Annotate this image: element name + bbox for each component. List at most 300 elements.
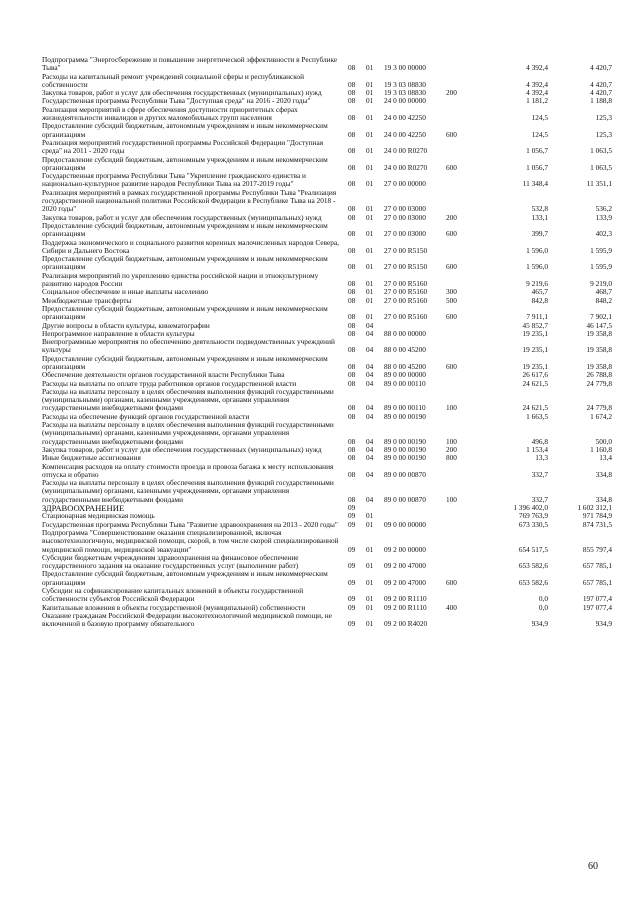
row-expense-type: [446, 139, 474, 156]
row-section: 08: [348, 320, 356, 330]
row-target-article: 89 0 00 00870: [384, 469, 426, 479]
row-section: 08: [348, 378, 356, 388]
row-section: 08: [348, 411, 356, 421]
row-name: Иные бюджетные ассигнования: [42, 453, 141, 463]
row-section: 08: [348, 146, 356, 156]
row-name: Капитальные вложения в объекты государственной (муниципальной) собственности: [42, 602, 306, 612]
row-section: 08: [348, 287, 356, 297]
table-row: [42, 255, 612, 272]
row-amount-year-1: 465,7: [531, 287, 548, 297]
row-amount-year-1: 653 582,6: [518, 577, 548, 587]
row-amount-year-2: 9 219,0: [590, 279, 612, 289]
row-amount-year-1: 7 911,1: [526, 312, 548, 322]
row-subsection: 01: [366, 96, 374, 106]
row-amount-year-1: 332,7: [531, 494, 548, 504]
row-target-article: 24 0 00 42250: [384, 113, 426, 123]
row-subsection: 01: [366, 287, 374, 297]
row-section: 08: [348, 113, 356, 123]
row-expense-type: [446, 587, 474, 604]
row-subsection: 04: [366, 444, 374, 454]
row-name: Реализация мероприятий в рамках государственной программы Республики Тыва "Реализация государственной национальной политики Российской Федерации в Республике Тыва на 2018 - 2020 годы": [42, 187, 337, 214]
row-amount-year-1: 133,1: [531, 212, 548, 222]
row-expense-type: 100: [446, 436, 457, 446]
row-section: 08: [348, 63, 356, 73]
row-section: 08: [348, 370, 356, 380]
row-subsection: 01: [366, 146, 374, 156]
row-target-article: 27 0 00 R5160: [384, 287, 428, 297]
row-section: 08: [348, 262, 356, 272]
row-subsection: 04: [366, 403, 374, 413]
row-section: 08: [348, 453, 356, 463]
row-section: 08: [348, 179, 356, 189]
row-subsection: 04: [366, 345, 374, 355]
row-amount-year-1: 1 596,0: [526, 245, 548, 255]
row-section: 09: [348, 577, 356, 587]
table-row: [42, 73, 612, 90]
row-amount-year-1: 934,9: [531, 619, 548, 629]
row-subsection: 01: [366, 544, 374, 554]
row-amount-year-2: 133,9: [595, 212, 612, 222]
row-name: Предоставление субсидий бюджетным, автономным учреждениям и иным некоммерческим организациям: [42, 254, 328, 272]
row-subsection: 04: [366, 494, 374, 504]
row-section: 09: [348, 602, 356, 612]
page-number: 60: [588, 861, 598, 872]
row-section: 08: [348, 129, 356, 139]
row-amount-year-1: 1 056,7: [526, 162, 548, 172]
row-name: Государственная программа Республики Тыва "Развитие здравоохранения на 2013 - 2020 годы": [42, 519, 338, 529]
row-subsection: 01: [366, 619, 374, 629]
row-subsection: 01: [366, 262, 374, 272]
row-expense-type: [446, 413, 474, 421]
row-target-article: 24 0 00 R0270: [384, 146, 428, 156]
table-row: [42, 122, 612, 139]
row-target-article: 09 0 00 00000: [384, 519, 426, 529]
row-amount-year-2: 855 797,4: [582, 544, 612, 554]
row-name: Социальное обеспечение и иные выплаты населению: [42, 287, 209, 297]
row-subsection: 01: [366, 519, 374, 529]
row-subsection: 01: [366, 162, 374, 172]
row-name: Непрограммное направление в области культуры: [42, 328, 195, 338]
row-amount-year-2: 4 420,7: [590, 88, 612, 98]
row-section: 08: [348, 312, 356, 322]
row-amount-year-1: 1 663,5: [526, 411, 548, 421]
row-section: 08: [348, 345, 356, 355]
row-amount-year-1: 4 392,4: [526, 63, 548, 73]
row-subsection: 04: [366, 328, 374, 338]
row-amount-year-2: 1 063,5: [590, 146, 612, 156]
row-expense-type: 600: [446, 129, 457, 139]
row-name: Предоставление субсидий бюджетным, автономным учреждениям и иным некоммерческим организациям: [42, 353, 328, 371]
row-expense-type: [446, 330, 474, 338]
row-section: 08: [348, 162, 356, 172]
row-amount-year-2: 874 731,5: [582, 519, 612, 529]
row-subsection: 01: [366, 602, 374, 612]
table-row: [42, 239, 612, 256]
row-target-article: 19 3 03 08830: [384, 88, 426, 98]
row-section: 08: [348, 328, 356, 338]
row-target-article: [384, 504, 446, 512]
row-amount-year-1: 9 219,6: [526, 279, 548, 289]
row-expense-type: [446, 172, 474, 189]
row-expense-type: [446, 106, 474, 123]
row-expense-type: [446, 529, 474, 554]
table-row: [42, 56, 612, 73]
row-name: Межбюджетные трансферты: [42, 295, 132, 305]
row-expense-type: 400: [446, 602, 457, 612]
row-section: 08: [348, 469, 356, 479]
row-subsection: 01: [366, 129, 374, 139]
row-section: 08: [348, 96, 356, 106]
row-amount-year-2: 934,9: [595, 619, 612, 629]
row-amount-year-1: 26 617,6: [522, 370, 548, 380]
row-name: Реализация мероприятий государственной программы Российской Федерации "Доступная среда" на 2011 - 2020 годы: [42, 137, 324, 156]
row-amount-year-2: 125,3: [595, 129, 612, 139]
row-target-article: 27 0 00 R5150: [384, 262, 428, 272]
row-name: Предоставление субсидий бюджетным, автономным учреждениям и иным некоммерческим организациям: [42, 569, 328, 587]
table-row: [42, 338, 612, 355]
row-target-article: 89 0 00 00190: [384, 411, 426, 421]
table-row: [42, 479, 612, 504]
table-row: [42, 156, 612, 173]
row-amount-year-2: 468,7: [595, 287, 612, 297]
row-name: Расходы на обеспечение функций органов государственной власти: [42, 411, 250, 421]
row-amount-year-1: 1 396 402,0: [513, 503, 548, 513]
row-name: Внепрограммные мероприятия по обеспечению деятельности подведомственных учреждений культуры: [42, 337, 335, 355]
table-row: [42, 570, 612, 587]
row-target-article: 89 0 00 00190: [384, 453, 426, 463]
row-expense-type: [446, 272, 474, 289]
row-name: Компенсация расходов на оплату стоимости проезда и провоза багажа к месту использования отпуска и обратно: [42, 461, 334, 479]
row-target-article: 89 0 00 00000: [384, 370, 426, 380]
row-amount-year-1: 332,7: [531, 469, 548, 479]
row-amount-year-2: 1 063,5: [590, 162, 612, 172]
row-section: 09: [348, 503, 356, 513]
row-expense-type: [446, 504, 474, 512]
row-expense-type: 200: [446, 88, 457, 98]
row-expense-type: 600: [446, 312, 457, 322]
row-section: 08: [348, 229, 356, 239]
row-name: Закупка товаров, работ и услуг для обеспечения государственных (муниципальных) нужд: [42, 212, 322, 222]
row-amount-year-2: 24 779,8: [586, 378, 612, 388]
table-row: [42, 388, 612, 413]
row-amount-year-1: 1 153,4: [526, 444, 548, 454]
row-amount-year-2: 4 420,7: [590, 63, 612, 73]
row-section: 09: [348, 561, 356, 571]
row-amount-year-1: 19 235,1: [522, 345, 548, 355]
row-section: 08: [348, 204, 356, 214]
row-section: 08: [348, 212, 356, 222]
row-amount-year-1: 1 056,7: [526, 146, 548, 156]
row-target-article: 88 0 00 45200: [384, 361, 426, 371]
row-expense-type: 600: [446, 361, 457, 371]
table-row: [42, 587, 612, 604]
row-subsection: 04: [366, 361, 374, 371]
table-row: [42, 139, 612, 156]
table-row: [42, 106, 612, 123]
row-subsection: 01: [366, 594, 374, 604]
row-amount-year-1: 399,7: [531, 229, 548, 239]
row-name: Стационарная медицинская помощь: [42, 511, 155, 521]
row-expense-type: [446, 338, 474, 355]
table-row: [42, 189, 612, 214]
row-name: Другие вопросы в области культуры, кинематографии: [42, 320, 210, 330]
row-name: Расходы на выплаты по оплате труда работников органов государственной власти: [42, 378, 297, 388]
row-amount-year-2: 657 785,1: [582, 577, 612, 587]
row-target-article: 89 0 00 00190: [384, 444, 426, 454]
row-amount-year-2: 19 358,8: [586, 361, 612, 371]
row-expense-type: [446, 463, 474, 480]
row-target-article: 89 0 00 00110: [384, 403, 426, 413]
row-expense-type: [446, 512, 474, 520]
row-target-article: 27 0 00 03000: [384, 229, 426, 239]
row-amount-year-1: 13,3: [535, 453, 548, 463]
row-target-article: 24 0 00 00000: [384, 96, 426, 106]
row-name: Предоставление субсидий бюджетным, автономным учреждениям и иным некоммерческим организациям: [42, 220, 328, 239]
table-row: [42, 554, 612, 571]
row-amount-year-1: 0,0: [538, 602, 548, 612]
row-amount-year-2: 19 358,8: [586, 328, 612, 338]
row-amount-year-1: 673 330,5: [518, 519, 548, 529]
row-target-article: 89 0 00 00870: [384, 494, 426, 504]
row-amount-year-2: 125,3: [595, 113, 612, 123]
row-amount-year-2: 46 147,5: [586, 320, 612, 330]
row-amount-year-1: 653 582,6: [518, 561, 548, 571]
row-section: 08: [348, 279, 356, 289]
row-expense-type: 600: [446, 262, 457, 272]
row-subsection: 01: [366, 179, 374, 189]
row-expense-type: [446, 554, 474, 571]
row-expense-type: 100: [446, 494, 457, 504]
row-name: Предоставление субсидий бюджетным, автономным учреждениям и иным некоммерческим организациям: [42, 121, 328, 139]
row-amount-year-2: 334,8: [595, 494, 612, 504]
row-name: ЗДРАВООХРАНЕНИЕ: [42, 503, 125, 514]
row-expense-type: 200: [446, 444, 457, 454]
row-expense-type: 600: [446, 577, 457, 587]
row-name: Закупка товаров, работ и услуг для обеспечения государственных (муниципальных) нужд: [42, 88, 322, 98]
row-amount-year-1: 124,5: [531, 113, 548, 123]
row-amount-year-2: 334,8: [595, 469, 612, 479]
row-name: Субсидии на софинансирование капитальных вложений в объекты государственной собственности субъектов Российской Федерации: [42, 586, 304, 604]
row-amount-year-1: 1 181,2: [526, 96, 548, 106]
row-target-article: 27 0 00 R5160: [384, 279, 428, 289]
row-amount-year-2: 19 358,8: [586, 345, 612, 355]
row-target-article: 27 0 00 R5150: [384, 245, 428, 255]
row-name: Подпрограмма "Энергосбережение и повышение энергетической эффективности в Республике Тыва": [42, 55, 338, 73]
row-subsection: 01: [366, 113, 374, 123]
row-subsection: 04: [366, 378, 374, 388]
row-expense-type: [446, 73, 474, 90]
row-expense-type: 600: [446, 162, 457, 172]
row-subsection: 01: [366, 212, 374, 222]
row-section: 08: [348, 88, 356, 98]
row-name: Субсидии бюджетным учреждениям здравоохранения на финансовое обеспечение государственного задания на оказание государственных услуг (выполнение работ): [42, 552, 299, 571]
row-expense-type: 300: [446, 287, 457, 297]
row-amount-year-1: 19 235,1: [522, 328, 548, 338]
row-subsection: 01: [366, 79, 374, 89]
row-section: 09: [348, 519, 356, 529]
row-expense-type: 800: [446, 453, 457, 463]
row-amount-year-1: 842,8: [531, 295, 548, 305]
row-amount-year-2: 1 595,9: [590, 262, 612, 272]
row-amount-year-2: 7 902,1: [590, 312, 612, 322]
table-row: [42, 305, 612, 322]
row-section: 08: [348, 245, 356, 255]
row-amount-year-1: 24 621,5: [522, 378, 548, 388]
row-target-article: 09 2 00 R1110: [384, 602, 427, 612]
row-subsection: 04: [366, 370, 374, 380]
row-amount-year-1: 4 392,4: [526, 88, 548, 98]
row-expense-type: 200: [446, 212, 457, 222]
row-subsection: 04: [366, 469, 374, 479]
table-row: [42, 529, 612, 554]
row-target-article: 88 0 00 00000: [384, 328, 426, 338]
row-expense-type: 100: [446, 403, 457, 413]
row-amount-year-2: 26 788,8: [586, 370, 612, 380]
row-name: Расходы на выплаты персоналу в целях обеспечения выполнения функций государственными (муниципальными) органами, казенными учреждениями, органами управления государственными внебюджетными фондами: [42, 386, 334, 413]
row-amount-year-2: 500,0: [595, 436, 612, 446]
row-name: Расходы на выплаты персоналу в целях обеспечения выполнения функций государственными (муниципальными) органами, казенными учреждениями, органами управления государственными внебюджетными фондами: [42, 420, 334, 446]
row-name: Государственная программа Республики Тыва "Укрепление гражданского единства и национально-культурное развитие народов Республики Тыва на 2017-2019 годы": [42, 171, 306, 189]
row-amount-year-1: 532,8: [531, 204, 548, 214]
budget-table: [42, 56, 612, 628]
row-amount-year-1: 124,5: [531, 129, 548, 139]
row-expense-type: 600: [446, 229, 457, 239]
row-target-article: 24 0 00 42250: [384, 129, 426, 139]
row-amount-year-1: 0,0: [538, 594, 548, 604]
row-name: Расходы на капитальный ремонт учреждений социальной сферы и республиканской собственности: [42, 71, 304, 89]
row-amount-year-1: 19 235,1: [522, 361, 548, 371]
row-amount-year-2: 657 785,1: [582, 561, 612, 571]
row-amount-year-2: 1 160,8: [590, 444, 612, 454]
row-name: Государственная программа Республики Тыва "Доступная среда" на 2016 - 2020 годы": [42, 96, 311, 106]
row-section: 09: [348, 619, 356, 629]
row-subsection: 04: [366, 320, 374, 330]
row-subsection: 04: [366, 436, 374, 446]
row-target-article: 27 0 00 03000: [384, 204, 426, 214]
row-subsection: 01: [366, 63, 374, 73]
row-amount-year-1: 11 348,4: [522, 179, 548, 189]
row-amount-year-1: 496,8: [531, 436, 548, 446]
row-subsection: 01: [366, 88, 374, 98]
row-target-article: 89 0 00 00190: [384, 436, 426, 446]
row-amount-year-1: 4 392,4: [526, 79, 548, 89]
table-row: [42, 222, 612, 239]
row-expense-type: [446, 97, 474, 105]
row-target-article: 89 0 00 00110: [384, 378, 426, 388]
table-row: [42, 272, 612, 289]
row-subsection: 01: [366, 204, 374, 214]
row-section: 09: [348, 544, 356, 554]
row-amount-year-1: 45 852,7: [522, 320, 548, 330]
row-expense-type: [446, 371, 474, 379]
row-subsection: 01: [366, 295, 374, 305]
row-expense-type: [446, 322, 474, 330]
row-expense-type: [446, 380, 474, 388]
row-name: Расходы на выплаты персоналу в целях обеспечения выполнения функций государственными (муниципальными) органами, казенными учреждениями, органами управления государственными внебюджетными фондами: [42, 478, 334, 504]
row-amount-year-2: 402,3: [595, 229, 612, 239]
row-target-article: 27 0 00 R5160: [384, 312, 428, 322]
row-section: 08: [348, 494, 356, 504]
table-row: [42, 612, 612, 629]
table-row: [42, 463, 612, 480]
row-name: Предоставление субсидий бюджетным, автономным учреждениям и иным некоммерческим организациям: [42, 303, 328, 322]
row-expense-type: [446, 521, 474, 529]
row-target-article: 27 0 00 03000: [384, 212, 426, 222]
row-target-article: 88 0 00 45200: [384, 345, 426, 355]
row-amount-year-2: 13,4: [599, 453, 612, 463]
row-target-article: 19 3 00 00000: [384, 63, 426, 73]
row-amount-year-1: 769 763,9: [518, 511, 548, 521]
row-subsection: 01: [366, 312, 374, 322]
row-amount-year-2: 971 784,9: [582, 511, 612, 521]
row-name: Подпрограмма "Совершенствование оказания специализированной, включая высокотехнологичную, медицинской помощи, скорой, в том числе скорой специализированной медицинской помощи, медицинской эвакуации": [42, 527, 339, 554]
row-amount-year-2: 1 188,8: [590, 96, 612, 106]
row-target-article: 27 0 00 00000: [384, 179, 426, 189]
row-name: Обеспечение деятельности органов государственной власти Республики Тыва: [42, 370, 285, 380]
row-amount-year-2: 1 595,9: [590, 245, 612, 255]
row-expense-type: 500: [446, 295, 457, 305]
table-row: [42, 421, 612, 446]
row-name: Реализация мероприятий по укреплению единства российской нации и этнокультурному развитию народов России: [42, 270, 319, 289]
row-amount-year-2: 1 674,2: [590, 411, 612, 421]
row-amount-year-2: 4 420,7: [590, 79, 612, 89]
row-amount-year-2: 848,2: [595, 295, 612, 305]
row-subsection: 04: [366, 453, 374, 463]
row-subsection: 01: [366, 561, 374, 571]
budget-table-page: [42, 56, 612, 628]
row-section: 09: [348, 594, 356, 604]
row-section: 08: [348, 436, 356, 446]
row-target-article: 27 0 00 R5160: [384, 295, 428, 305]
row-name: Предоставление субсидий бюджетным, автономным учреждениям и иным некоммерческим организациям: [42, 154, 328, 172]
row-amount-year-2: 24 779,8: [586, 403, 612, 413]
row-expense-type: [446, 189, 474, 214]
row-section: 08: [348, 295, 356, 305]
row-subsection: 01: [366, 511, 374, 521]
row-name: Поддержка экономического и социального развития коренных малочисленных народов Севера, Сибири и Дальнего Востока: [42, 237, 339, 255]
row-section: 08: [348, 403, 356, 413]
row-amount-year-2: 197 077,4: [582, 594, 612, 604]
row-target-article: 09 2 00 47000: [384, 577, 426, 587]
row-section: 08: [348, 444, 356, 454]
row-amount-year-2: 11 351,1: [586, 179, 612, 189]
row-subsection: 04: [366, 411, 374, 421]
row-subsection: 01: [366, 279, 374, 289]
budget-table-body: [42, 56, 612, 628]
row-amount-year-2: 536,2: [595, 204, 612, 214]
table-row: [42, 355, 612, 372]
row-name: Реализация мероприятий в сфере обеспечения доступности приоритетных сферах жизнедеятельности инвалидов и других маломобильных групп населения: [42, 104, 298, 123]
row-section: 09: [348, 511, 356, 521]
row-name: Закупка товаров, работ и услуг для обеспечения государственных (муниципальных) нужд: [42, 444, 322, 454]
row-section: 08: [348, 79, 356, 89]
row-target-article: 19 3 03 08830: [384, 79, 426, 89]
row-section: 08: [348, 361, 356, 371]
row-subsection: 01: [366, 245, 374, 255]
row-subsection: 01: [366, 229, 374, 239]
row-amount-year-2: 1 602 312,1: [577, 503, 612, 513]
row-name: Оказание гражданам Российской Федерации высокотехнологичной медицинской помощи, не включенной в базовую программу обязательного: [42, 610, 332, 629]
row-target-article: 09 2 00 00000: [384, 544, 426, 554]
row-expense-type: [446, 239, 474, 256]
row-amount-year-1: 654 517,5: [518, 544, 548, 554]
row-target-article: 24 0 00 R0270: [384, 162, 428, 172]
row-amount-year-2: 197 077,4: [582, 602, 612, 612]
row-expense-type: [446, 612, 474, 629]
row-amount-year-1: 1 596,0: [526, 262, 548, 272]
row-target-article: 09 2 00 R4020: [384, 619, 428, 629]
row-expense-type: [446, 56, 474, 73]
